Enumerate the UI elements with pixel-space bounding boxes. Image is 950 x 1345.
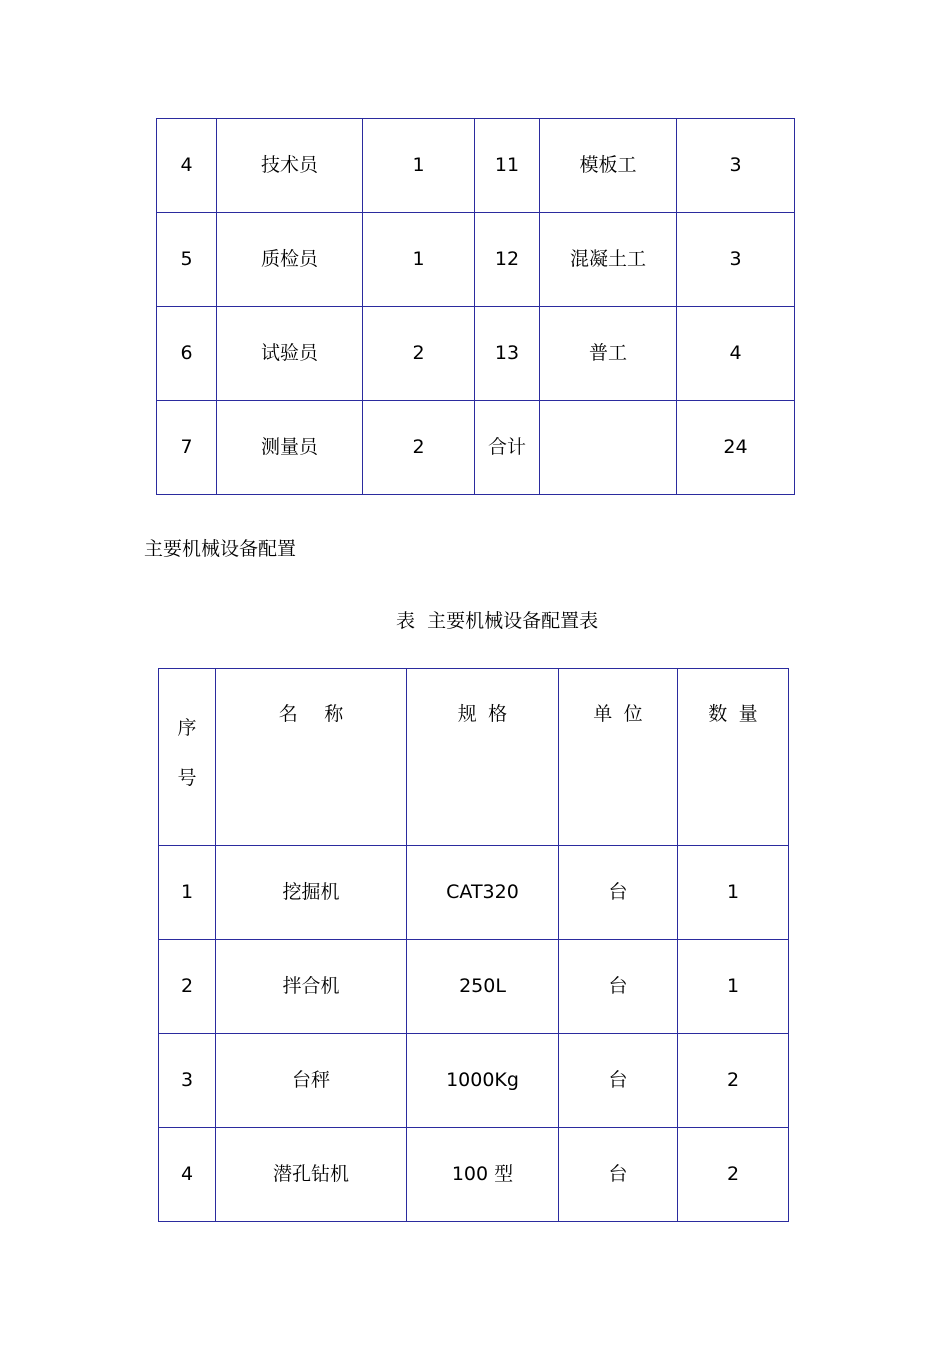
equip-seq: 1 <box>159 846 216 940</box>
staff-no: 7 <box>157 401 217 495</box>
staff-role: 普工 <box>540 307 677 401</box>
staff-role <box>540 401 677 495</box>
table-row <box>159 1034 789 1128</box>
equip-seq: 4 <box>159 1128 216 1222</box>
equip-qty: 1 <box>678 940 789 1034</box>
header-name <box>216 669 407 846</box>
table-row <box>157 401 795 495</box>
table-row <box>157 119 795 213</box>
staff-no: 5 <box>157 213 217 307</box>
table-caption: 表 主要机械设备配置表 <box>396 610 599 632</box>
equip-unit: 台 <box>559 940 678 1034</box>
table-header-row <box>159 669 789 846</box>
equip-unit: 台 <box>559 1128 678 1222</box>
staff-count: 2 <box>363 307 475 401</box>
staff-count: 3 <box>677 119 795 213</box>
staff-role: 测量员 <box>217 401 363 495</box>
equip-spec: CAT320 <box>407 846 559 940</box>
staff-no: 11 <box>475 119 540 213</box>
header-unit-label: 单位 <box>593 703 655 725</box>
staff-count: 1 <box>363 213 475 307</box>
table-row <box>157 213 795 307</box>
header-unit <box>559 669 678 846</box>
equip-name: 台秤 <box>216 1034 407 1128</box>
equip-qty: 2 <box>678 1128 789 1222</box>
table-row <box>159 1128 789 1222</box>
header-seq <box>159 669 216 846</box>
staff-no: 6 <box>157 307 217 401</box>
staff-count: 4 <box>677 307 795 401</box>
equip-qty: 1 <box>678 846 789 940</box>
staff-role: 技术员 <box>217 119 363 213</box>
equip-name: 拌合机 <box>216 940 407 1034</box>
equip-spec: 100 型 <box>407 1128 559 1222</box>
header-qty <box>678 669 789 846</box>
staff-role: 模板工 <box>540 119 677 213</box>
header-seq-line1: 序 <box>177 717 197 739</box>
equip-name: 挖掘机 <box>216 846 407 940</box>
staff-count: 2 <box>363 401 475 495</box>
equip-spec: 250L <box>407 940 559 1034</box>
staff-no: 12 <box>475 213 540 307</box>
staff-table <box>156 118 795 495</box>
staff-role: 质检员 <box>217 213 363 307</box>
equip-seq: 3 <box>159 1034 216 1128</box>
header-spec <box>407 669 559 846</box>
staff-role: 混凝土工 <box>540 213 677 307</box>
staff-role: 试验员 <box>217 307 363 401</box>
equip-unit: 台 <box>559 1034 678 1128</box>
equip-name: 潜孔钻机 <box>216 1128 407 1222</box>
equip-seq: 2 <box>159 940 216 1034</box>
header-spec-label: 规格 <box>457 703 519 725</box>
equipment-table <box>158 668 789 1222</box>
equip-qty: 2 <box>678 1034 789 1128</box>
table-row <box>157 307 795 401</box>
header-name-label: 名称 <box>278 703 370 725</box>
staff-no: 4 <box>157 119 217 213</box>
table-row <box>159 846 789 940</box>
staff-total-label: 合计 <box>475 401 540 495</box>
header-seq-line2: 号 <box>177 767 197 789</box>
staff-no: 13 <box>475 307 540 401</box>
staff-count: 1 <box>363 119 475 213</box>
staff-count: 3 <box>677 213 795 307</box>
header-qty-label: 数量 <box>708 703 770 725</box>
equip-spec: 1000Kg <box>407 1034 559 1128</box>
staff-total-count: 24 <box>677 401 795 495</box>
equip-unit: 台 <box>559 846 678 940</box>
section-heading: 主要机械设备配置 <box>144 538 297 560</box>
table-row <box>159 940 789 1034</box>
